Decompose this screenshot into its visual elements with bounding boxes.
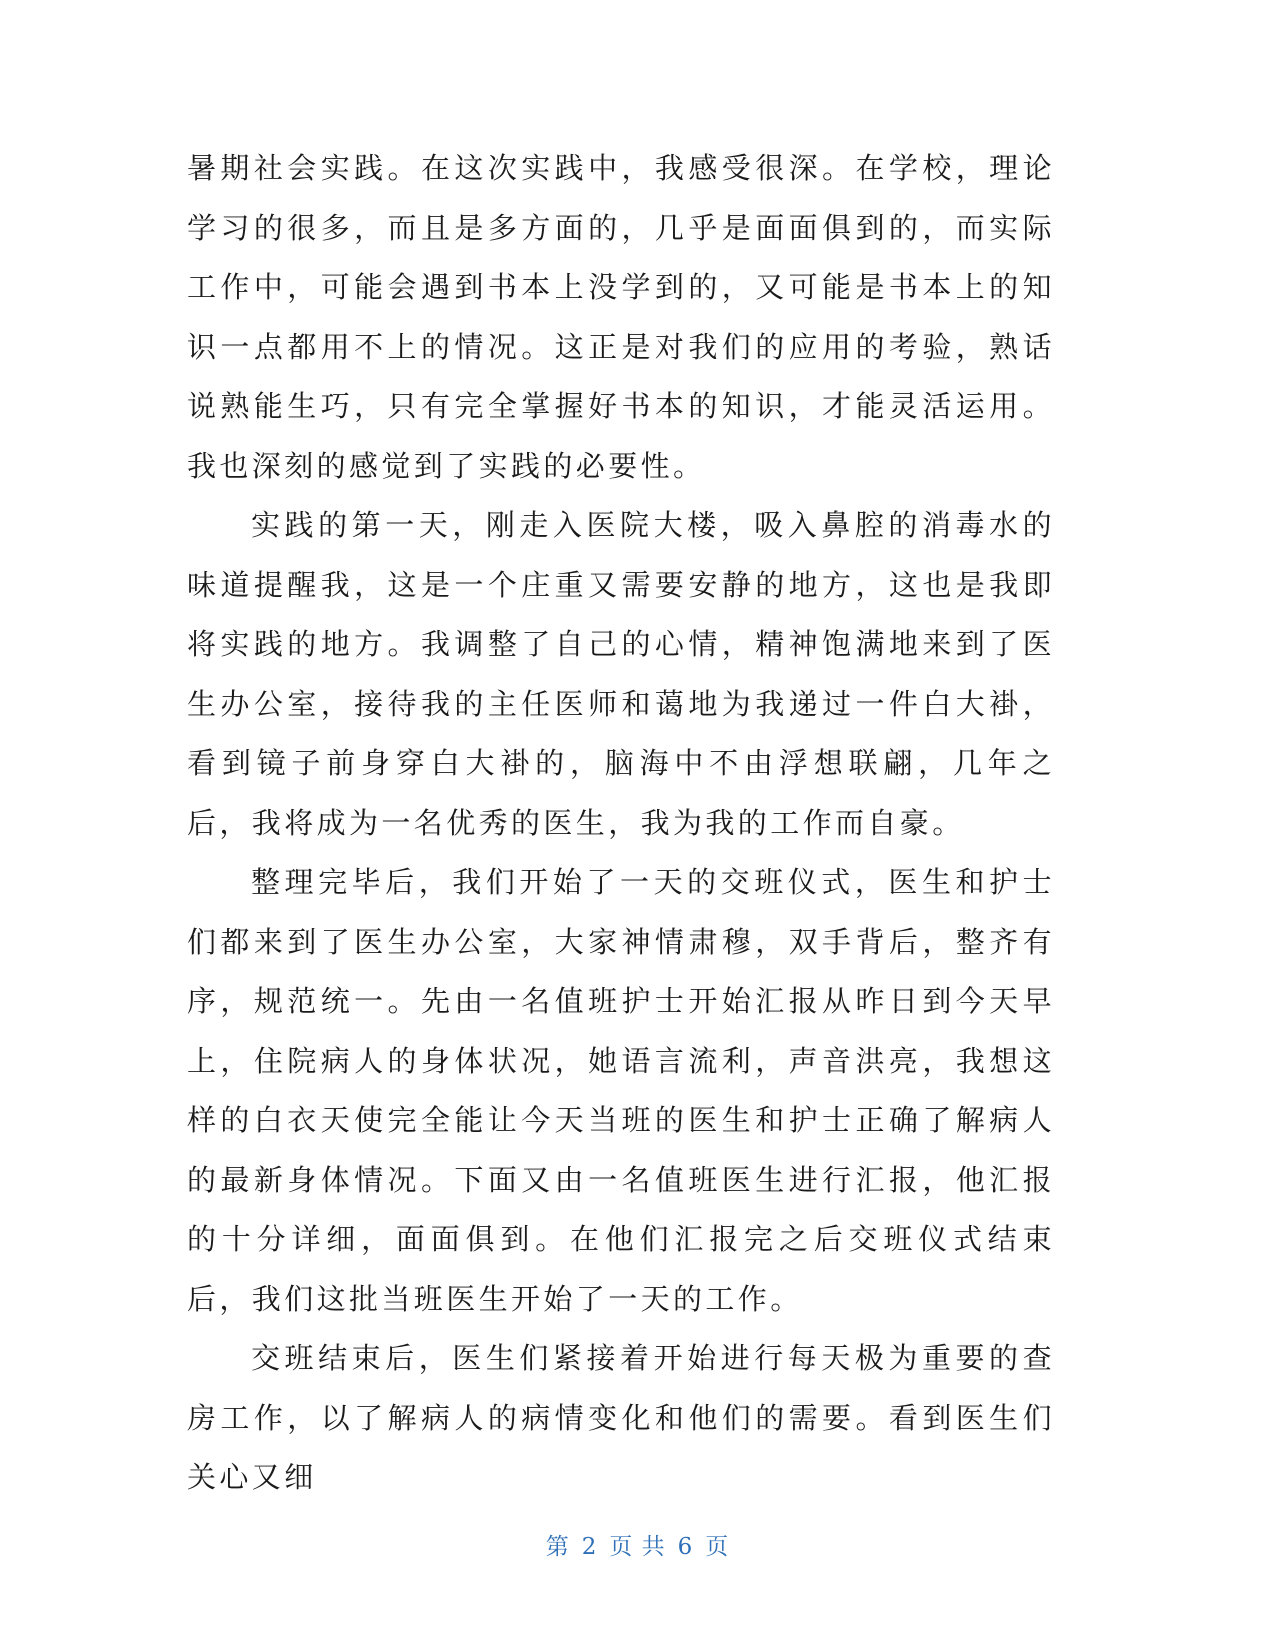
paragraph-1: 暑期社会实践。在这次实践中，我感受很深。在学校，理论学习的很多，而且是多方面的，几乎是面面俱到的，而实际工作中，可能会遇到书本上没学到的，又可能是书本上的知识一点都用不上的情况。这正是对我们的应用的考验，熟话说熟能生巧，只有完全掌握好书本的知识，才能灵活运用。我也深刻的感觉到了实践的必要性。 xyxy=(187,151,1055,483)
footer-suffix: 页 xyxy=(705,1534,730,1560)
footer-prefix: 第 xyxy=(545,1534,570,1560)
footer-total-pages: 6 xyxy=(677,1534,694,1560)
paragraph-4: 交班结束后，医生们紧接着开始进行每天极为重要的查房工作，以了解病人的病情变化和他们的需要。看到医生们关心又细 xyxy=(187,1341,1055,1494)
footer-current-page: 2 xyxy=(581,1534,598,1560)
paragraph-3: 整理完毕后，我们开始了一天的交班仪式，医生和护士们都来到了医生办公室，大家神情肃穆，双手背后，整齐有序，规范统一。先由一名值班护士开始汇报从昨日到今天早上，住院病人的身体状况，她语言流利，声音洪亮，我想这样的白衣天使完全能让今天当班的医生和护士正确了解病人的最新身体情况。下面又由一名值班医生进行汇报，他汇报的十分详细，面面俱到。在他们汇报完之后交班仪式结束后，我们这批当班医生开始了一天的工作。 xyxy=(187,865,1055,1316)
paragraph-2: 实践的第一天，刚走入医院大楼，吸入鼻腔的消毒水的味道提醒我，这是一个庄重又需要安静的地方，这也是我即将实践的地方。我调整了自己的心情，精神饱满地来到了医生办公室，接待我的主任医师和蔼地为我递过一件白大褂，看到镜子前身穿白大褂的，脑海中不由浮想联翩，几年之后，我将成为一名优秀的医生，我为我的工作而自豪。 xyxy=(187,508,1055,840)
body-text xyxy=(187,139,1055,1508)
page-number-footer xyxy=(0,1528,1275,1561)
footer-middle: 页 共 xyxy=(609,1534,666,1560)
